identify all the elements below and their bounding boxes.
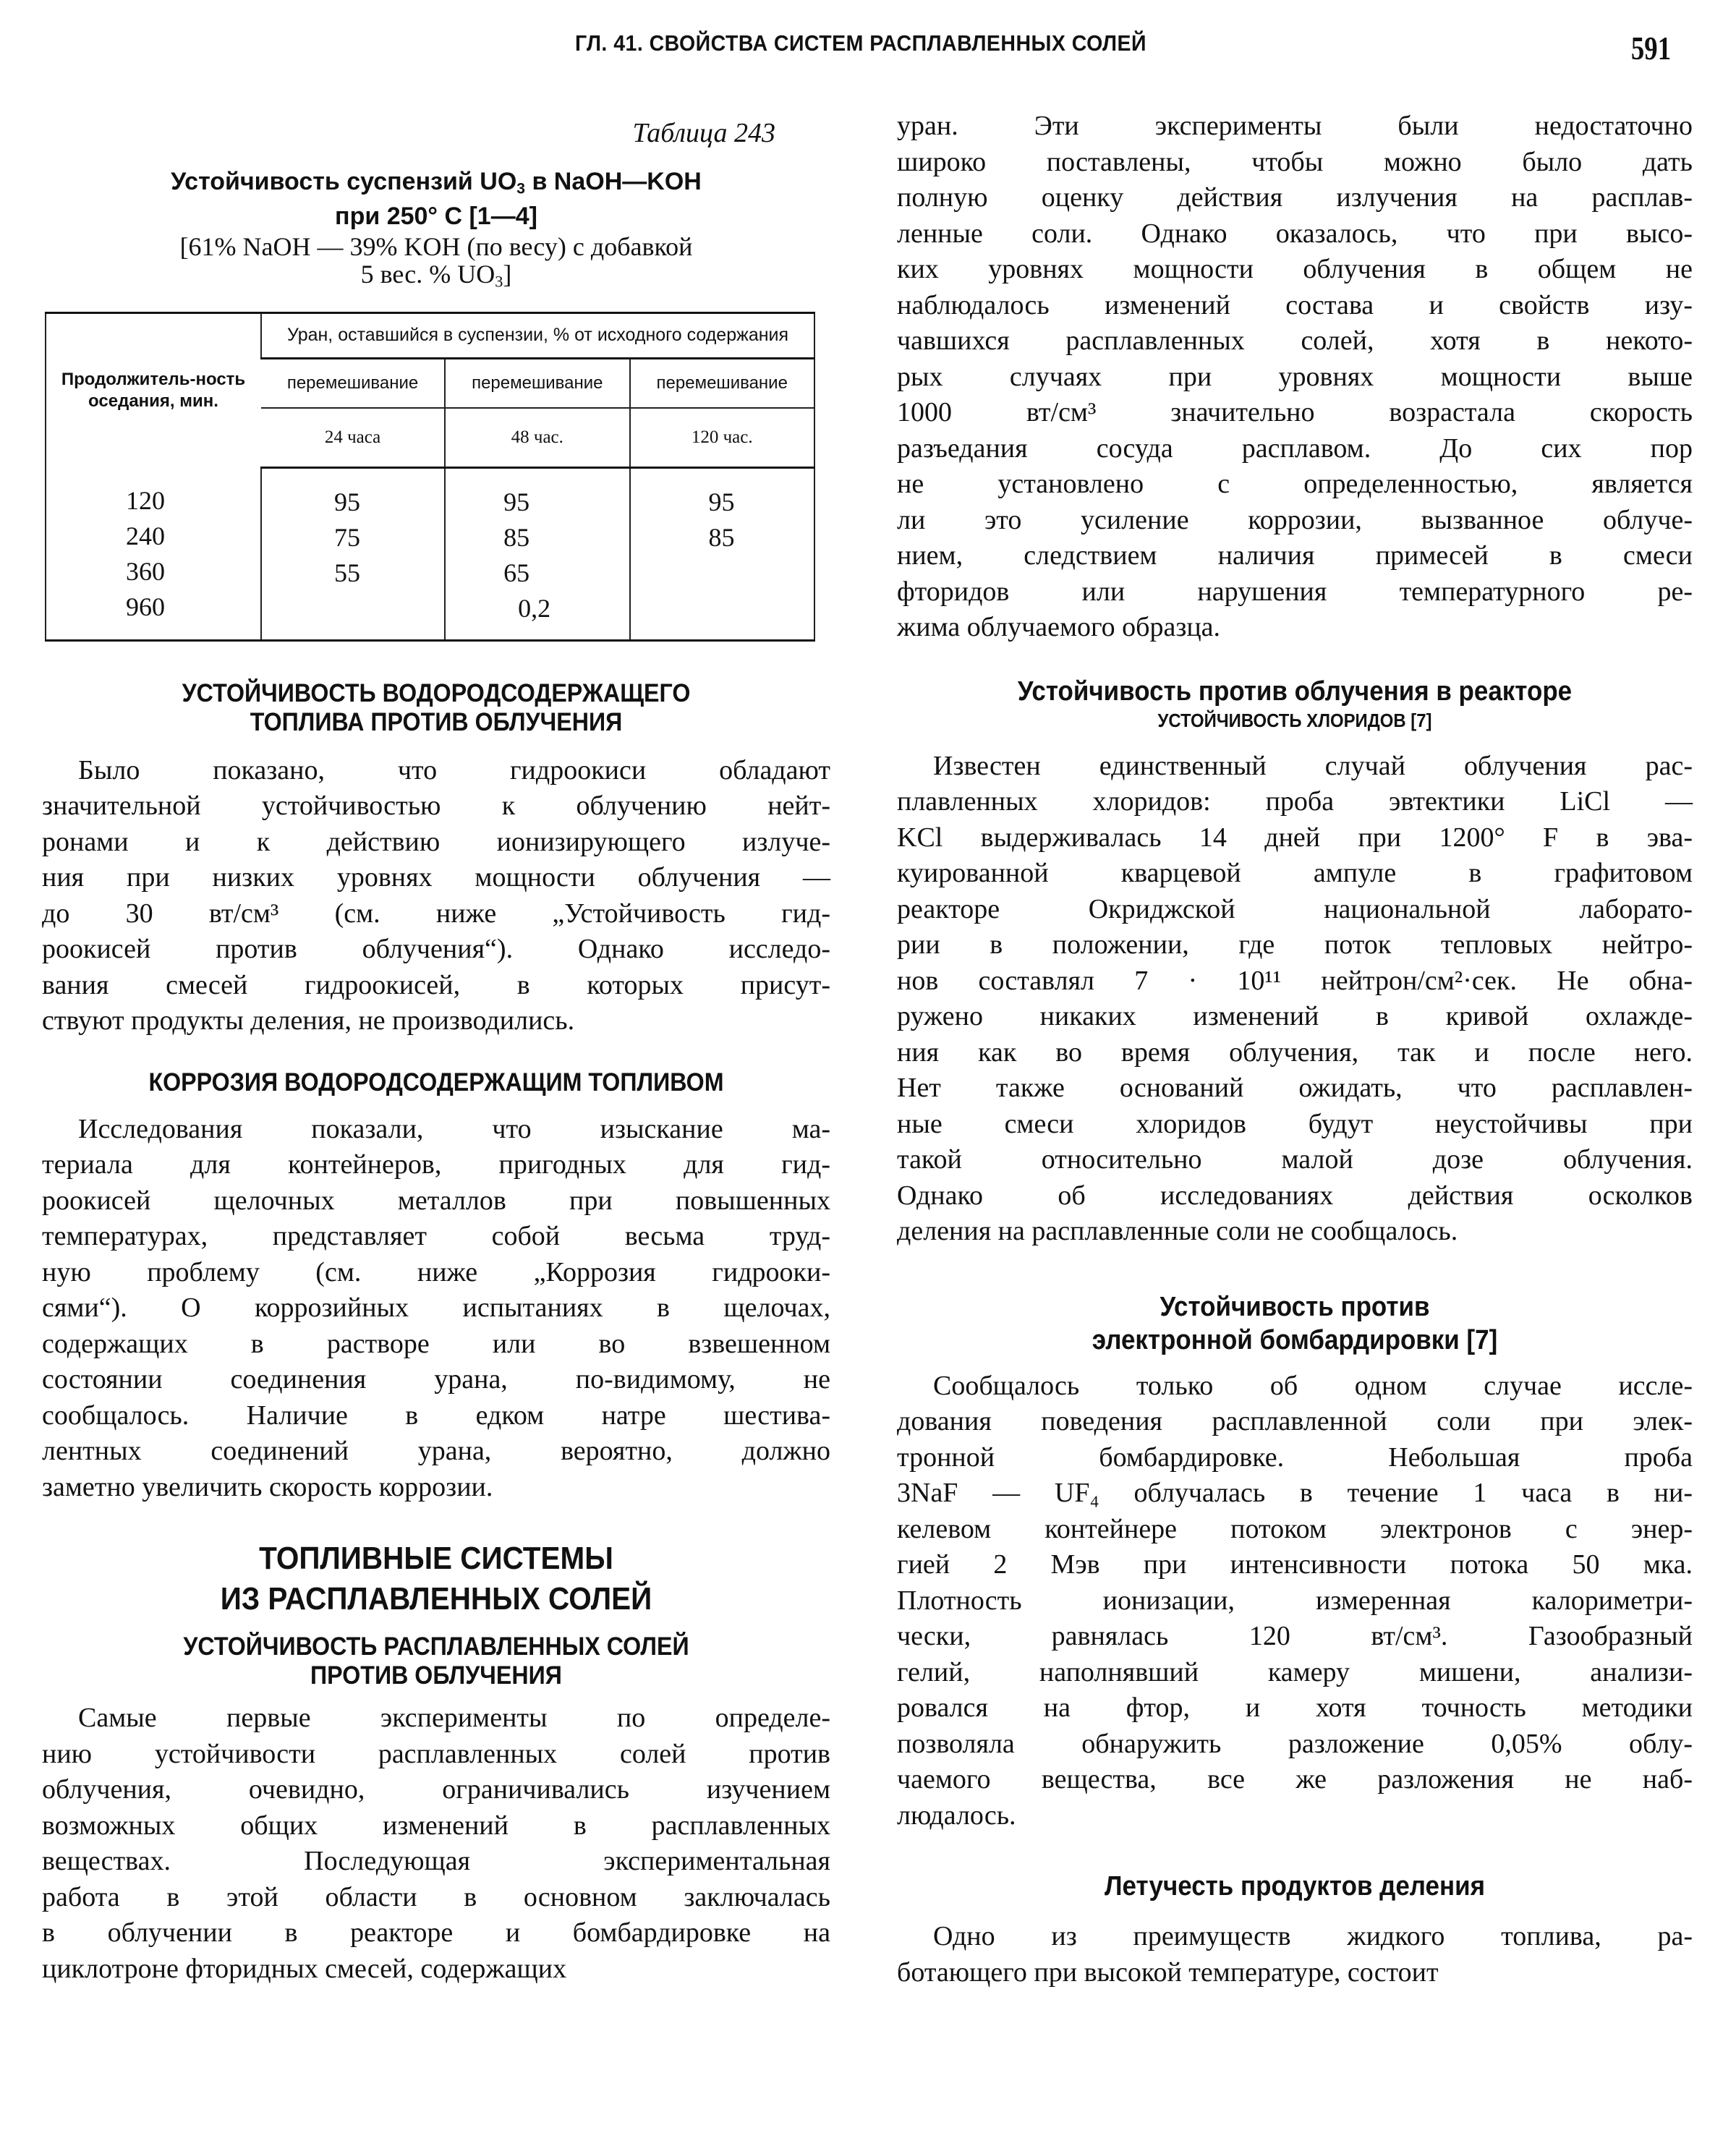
table-note-subscript: 3: [495, 272, 503, 291]
text-line: разъедания сосуда расплавом. До сих пор: [897, 433, 1693, 464]
text-line: Одно из преимуществ жидкого топлива, ра-: [933, 1921, 1693, 1951]
text-line: Нет также оснований ожидать, что расплавлен-: [897, 1073, 1693, 1103]
text-line: жима облучаемого образца.: [897, 612, 1221, 642]
table-label: Таблица 243: [632, 118, 775, 148]
paragraph: [897, 108, 1693, 646]
text-line: температурах, представляет собой весьма труд-: [42, 1221, 830, 1252]
text-line: гией 2 Мэв при интенсивности потока 50 мка.: [897, 1549, 1693, 1580]
text-line: лентных соединений урана, вероятно, должно: [42, 1436, 830, 1467]
right-column: [897, 108, 1693, 1990]
text-line: до 30 вт/см³ (см. ниже „Устойчивость гид-: [42, 898, 830, 929]
text-line: облучения, очевидно, ограничивались изучением: [42, 1774, 830, 1805]
heading-line: ИЗ РАСПЛАВЛЕННЫХ СОЛЕЙ: [220, 1581, 652, 1617]
text-line: состоянии соединения урана, по-видимому, не: [42, 1364, 830, 1395]
text-line: уран. Эти эксперименты были недостаточно: [897, 111, 1693, 141]
table-note-line1: [61% NaOH — 39% KOH (по весу) с добавкой: [179, 232, 693, 262]
paragraph: [897, 749, 1693, 1250]
text-line: в облучении в реакторе и бомбардировке на: [42, 1917, 830, 1949]
running-head: [0, 27, 1736, 71]
chapter-section-heading: [74, 1538, 799, 1619]
table-cell: [334, 591, 444, 626]
text-line: ные смеси хлоридов будут неустойчивы при: [897, 1108, 1693, 1139]
text-line: ную проблему (см. ниже „Коррозия гидрооки-: [42, 1256, 830, 1287]
text-line: заметно увеличить скорость коррозии.: [42, 1471, 493, 1502]
section-heading: Летучесть продуктов деления: [1105, 1871, 1485, 1902]
section-heading: [74, 1632, 799, 1690]
text-line: ких уровнях мощности облучения в общем не: [897, 254, 1693, 284]
text-line: значительной устойчивостью к облучению нейт-: [42, 791, 830, 822]
text-line: наблюдалось изменений состава и свойств изу-: [897, 289, 1693, 320]
text-line: ния как во время облучения, так и после него.: [897, 1036, 1693, 1068]
column-header-duration: Продолжитель-ность оседания, мин.: [61, 370, 246, 412]
table-title-line2: при 250° C [1—4]: [335, 203, 537, 231]
text-line: сями“). О коррозийных испытаниях в щелочах,: [42, 1293, 830, 1324]
text-line: широко поставлены, чтобы можно было дать: [897, 146, 1693, 177]
left-column: [42, 108, 830, 1987]
table-cell: 960: [126, 592, 165, 622]
text-line: Исследования показали, что изыскание ма-: [78, 1113, 830, 1144]
section-heading: КОРРОЗИЯ ВОДОРОДСОДЕРЖАЩИМ ТОПЛИВОМ: [148, 1068, 724, 1097]
text-line: ботающего при высокой температуре, состоит: [897, 1956, 1439, 1988]
text-line: рии в положении, где поток тепловых нейтро-: [897, 929, 1693, 960]
table-cell: 95: [503, 487, 530, 516]
text-line: работа в этой области в основном заключалась: [42, 1881, 830, 1912]
text-line: куированной кварцевой ампуле в графитовом: [897, 858, 1693, 888]
text-line: чавшихся расплавленных солей, хотя в некото-: [897, 325, 1693, 356]
text-line: позволяла обнаружить разложение 0,05% облу-: [897, 1728, 1693, 1759]
text-line: рых случаях при уровнях мощности выше: [897, 361, 1693, 392]
table-note-part: ]: [503, 260, 512, 289]
table-cell: 55: [334, 558, 360, 587]
text-line: чаемого вещества, все же разложения не наб-: [897, 1764, 1693, 1794]
column-header-time: 24 часа: [261, 408, 445, 468]
column-48h: [445, 467, 629, 640]
text-line: циклотроне фторидных смесей, содержащих: [42, 1953, 567, 1984]
text-line: Сообщалось только об одном случае иссле-: [933, 1370, 1693, 1401]
column-24h: [261, 467, 445, 640]
text-line: полную оценку действия излучения на расплав-: [897, 182, 1693, 213]
column-header-time: 120 час.: [630, 408, 815, 468]
section-heading: Устойчивость против облучения в реакторе: [1017, 676, 1573, 707]
column-header-group: Уран, оставшийся в суспензии, % от исходного содержания: [261, 312, 814, 358]
column-header-mix: перемешивание: [445, 358, 629, 408]
text-line: ния при низких уровнях мощности облучения —: [42, 862, 830, 893]
text-line: Однако об исследованиях действия осколков: [897, 1180, 1693, 1211]
text-line: Плотность ионизации, измеренная калориметри-: [897, 1585, 1693, 1616]
text-line: не установлено с определенностью, является: [897, 469, 1693, 499]
table-cell: 95: [708, 487, 735, 516]
table-title-part: в NaOH—KOH: [525, 168, 702, 195]
text-line: ли это усиление коррозии, вызванное облуче-: [897, 504, 1693, 535]
text-line: роокисей щелочных металлов при повышенных: [42, 1185, 830, 1216]
table-cell: 75: [334, 522, 360, 552]
table-cell: 120: [126, 486, 165, 516]
text-line: Самые первые эксперименты по определе-: [78, 1703, 830, 1734]
text-line: ровался на фтор, и хотя точность методики: [897, 1692, 1693, 1723]
paragraph: [42, 1700, 830, 1987]
text-line: гелий, наполнявший камеру мишени, анализи-: [897, 1656, 1693, 1687]
text-line: 1000 вт/см³ значительно возрастала скорость: [897, 397, 1693, 427]
text-line: ствуют продукты деления, не производились.: [42, 1005, 575, 1036]
table-note-part: 5 вес. % UO: [360, 260, 495, 289]
text-line: Было показано, что гидроокиси обладают: [78, 754, 830, 785]
text-line: возможных общих изменений в расплавленных: [42, 1810, 830, 1841]
text-line: плавленных хлоридов: проба эвтектики LiCl —: [897, 786, 1693, 817]
table-note: [42, 233, 830, 296]
text-line: нов составлял 7 · 10¹¹ нейтрон/см²·сек. Не обна-: [897, 965, 1693, 996]
text-line: ленные соли. Однако оказалось, что при высо-: [897, 218, 1693, 249]
paragraph: [897, 1368, 1693, 1834]
text-line: дования поведения расплавленной соли при элек-: [897, 1406, 1693, 1436]
text-line: роокисей против облучения“). Однако исследо-: [42, 934, 830, 965]
column-duration: [46, 467, 261, 640]
heading-line: УСТОЙЧИВОСТЬ РАСПЛАВЛЕННЫХ СОЛЕЙ: [183, 1632, 689, 1661]
column-120h: [630, 467, 815, 640]
column-header-time: 48 час.: [445, 408, 629, 468]
text-line: нием, следствием наличия примесей в смеси: [897, 540, 1693, 571]
heading-line: УСТОЙЧИВОСТЬ ВОДОРОДСОДЕРЖАЩЕГО: [182, 678, 691, 707]
text-line: деления на расплавленные соли не сообщалось.: [897, 1216, 1458, 1246]
table-cell: 95: [334, 487, 360, 516]
text-line: содержащих в растворе или во взвешенном: [42, 1328, 830, 1359]
text-line: реакторе Окриджской национальной лаборато-: [897, 893, 1693, 924]
text-line: териала для контейнеров, пригодных для гид-: [42, 1149, 830, 1180]
text-line: келевом контейнере потоком электронов с энер-: [897, 1513, 1693, 1544]
heading-line: Устойчивость против: [1160, 1291, 1430, 1322]
text-line: такой относительно малой дозе облучения.: [897, 1144, 1693, 1175]
table-cell: 65: [503, 558, 530, 587]
chapter-title: ГЛ. 41. СВОЙСТВА СИСТЕМ РАСПЛАВЛЕННЫХ СОЛЕЙ: [575, 30, 1146, 56]
text-line: тронной бомбардировке. Небольшая проба: [897, 1442, 1693, 1473]
page-number: 591: [1630, 30, 1672, 67]
subsection-heading: УСТОЙЧИВОСТЬ ХЛОРИДОВ [7]: [1157, 709, 1432, 731]
paragraph: [897, 1919, 1693, 1990]
table-title-subscript: 3: [516, 180, 526, 197]
text-line: людалось.: [897, 1800, 1016, 1831]
table-body: [46, 467, 814, 640]
text-line: сообщалось. Наличие в едком натре шестива-: [42, 1400, 830, 1431]
table-cell: [709, 555, 814, 591]
text-line: вания смесей гидроокисей, в которых присут-: [42, 969, 830, 1000]
section-heading: [929, 1290, 1661, 1357]
text-line: фторидов или нарушения температурного ре-: [897, 576, 1693, 607]
table-title: [42, 168, 830, 230]
text-line: ружено никаких изменений в кривой охлажде-: [897, 1001, 1693, 1031]
column-header-mix: перемешивание: [261, 358, 445, 408]
text-line: ронами и к действию ионизирующего излуче-: [42, 826, 830, 857]
heading-line: ПРОТИВ ОБЛУЧЕНИЯ: [310, 1661, 562, 1690]
heading-line: электронной бомбардировки [7]: [1092, 1324, 1498, 1355]
section-heading: [74, 679, 799, 737]
text-line: Известен единственный случай облучения рас-: [933, 750, 1693, 781]
text-line: KCl выдерживалась 14 дней при 1200° F в эва-: [897, 822, 1693, 853]
table-cell: 360: [126, 557, 165, 587]
table-cell: 240: [126, 521, 165, 551]
table-cell: 85: [708, 522, 735, 552]
text-line: веществах. Последующая экспериментальная: [42, 1846, 830, 1877]
text-line: нию устойчивости расплавленных солей против: [42, 1738, 830, 1769]
text-line: 3NaF — UF₄ облучалась в течение 1 часа в ни-: [897, 1478, 1693, 1508]
table-title-part: Устойчивость суспензий UO: [171, 168, 517, 195]
data-table: [45, 312, 815, 642]
table-cell: 85: [503, 522, 530, 552]
heading-line: ТОПЛИВА ПРОТИВ ОБЛУЧЕНИЯ: [250, 707, 623, 736]
paragraph: [42, 753, 830, 1039]
table-cell: [709, 591, 814, 626]
paragraph: [42, 1112, 830, 1506]
table-cell: 0,2: [518, 593, 551, 623]
text-line: чески, равнялась 120 вт/см³. Газообразный: [897, 1621, 1693, 1651]
heading-line: ТОПЛИВНЫЕ СИСТЕМЫ: [259, 1541, 613, 1577]
column-header-mix: перемешивание: [630, 358, 815, 408]
